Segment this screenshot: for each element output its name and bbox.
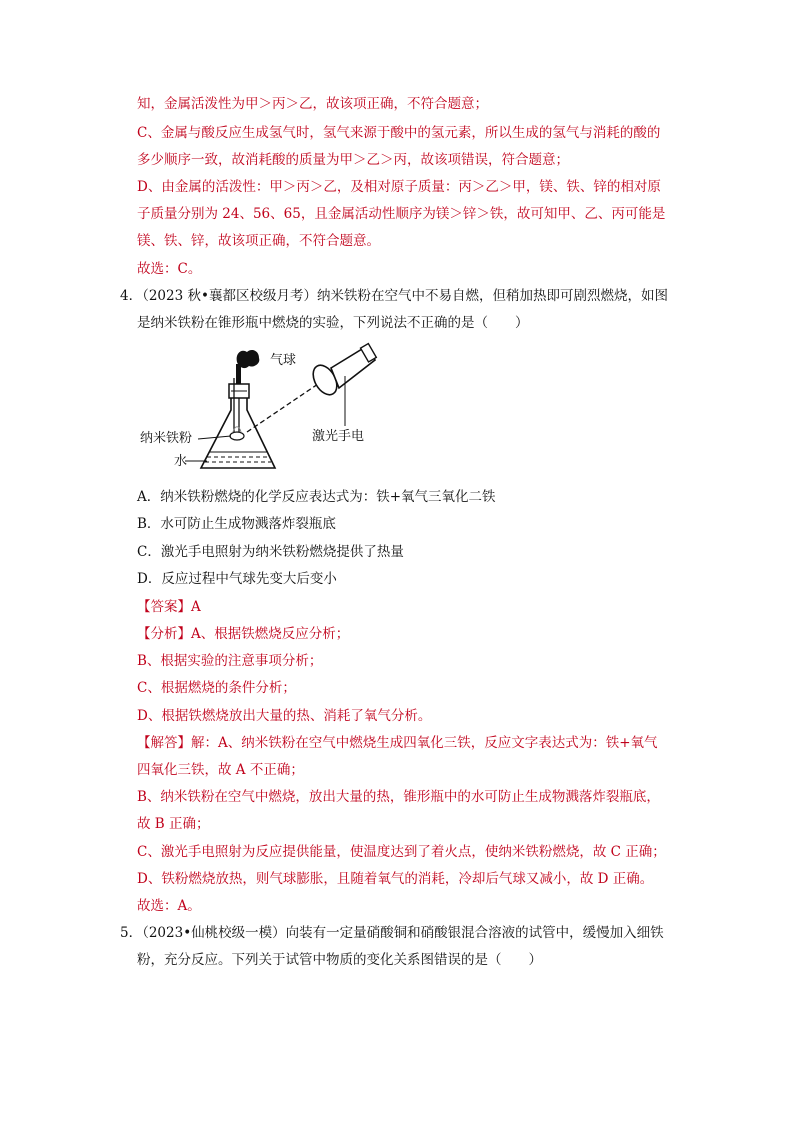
analysis-tag: 【分析】 [137,626,191,642]
prev-answer-choice: 故选：C。 [137,261,202,277]
water-layer [205,452,271,462]
q4-analysis-line-2: B、根据实验的注意事项分析； [137,653,323,669]
q5-stem-line-2: 粉，充分反应。下列关于试管中物质的变化关系图错误的是（ ） [137,952,542,968]
prev-solution-line-5: 子质量分别为 24、56、65，且金属活动性顺序为镁＞锌＞铁，故可知甲、乙、丙可能是 [137,206,666,222]
answer-value: A [191,599,201,615]
q4-solution-line-6: D、铁粉燃烧放热，则气球膨胀，且随着氧气的消耗，冷却后气球又减小，故 D 正确。 [137,871,654,887]
q4-analysis-line-4: D、根据铁燃烧放出大量的热、消耗了氧气分析。 [137,708,432,724]
q4-stem-line-2: 是纳米铁粉在锥形瓶中燃烧的实验，下列说法不正确的是（ ） [137,315,529,331]
analysis-text-a: A、根据铁燃烧反应分析； [191,626,350,642]
q4-analysis-line-1 [137,625,349,643]
q4-solution-line-2: 四氧化三铁，故 A 不正确； [137,762,304,778]
prev-solution-line-2: C、金属与酸反应生成氢气时，氢气来源于酸中的氢元素，所以生成的氢气与消耗的酸的 [137,125,661,141]
prev-solution-line-3: 多少顺序一致，故消耗酸的质量为甲＞乙＞丙，故该项错误，符合题意； [137,152,569,168]
q4-solution-line-5: C、激光手电照射为反应提供能量，使温度达到了着火点，使纳米铁粉燃烧，故 C 正确； [137,844,666,860]
q4-option-d: D．反应过程中气球先变大后变小 [137,571,337,587]
laser-beam [247,382,321,432]
prev-solution-line-1: 知，金属活泼性为甲＞丙＞乙，故该项正确，不符合题意； [137,96,488,112]
q4-stem-line-1: 4．（2023 秋•襄都区校级月考）纳米铁粉在空气中不易自燃，但稍加热即可剧烈燃烧，如图 [120,288,668,304]
laser-flashlight-icon [308,344,376,426]
prev-solution-line-4: D、由金属的活泼性：甲＞丙＞乙，及相对原子质量：丙＞乙＞甲，镁、铁、锌的相对原 [137,179,661,195]
q4-analysis-line-3: C、根据燃烧的条件分析； [137,680,296,696]
figure-label-laser-torch: 激光手电 [312,429,365,444]
figure-label-water: 水 [174,454,188,469]
q4-solution-line-3: B、纳米铁粉在空气中燃烧，放出大量的热，锥形瓶中的水可防止生成物溅落炸裂瓶底， [137,789,660,805]
solution-text-a: 解：A、纳米铁粉在空气中燃烧生成四氧化三铁，反应文字表达式为：铁+氧气 [191,735,658,751]
q4-solution-line-4: 故 B 正确； [137,816,210,832]
q4-option-c: C．激光手电照射为纳米铁粉燃烧提供了热量 [137,544,404,560]
q4-option-b: B．水可防止生成物溅落炸裂瓶底 [137,516,336,532]
q4-answer [137,598,201,616]
q4-option-a: A．纳米铁粉燃烧的化学反应表达式为：铁+氧气三氧化二铁 [137,489,496,505]
solution-tag: 【解答】 [137,735,191,751]
answer-tag: 【答案】 [137,599,191,615]
figure-label-balloon: 气球 [270,353,297,368]
figure-label-iron-powder: 纳米铁粉 [140,431,193,446]
q4-solution-choice: 故选：A。 [137,898,201,914]
powder-spoon-icon [230,432,244,440]
balloon-icon [236,350,259,384]
prev-solution-line-6: 镁、铁、锌，故该项正确，不符合题意。 [137,233,380,249]
q4-solution-line-1 [137,734,658,752]
q5-stem-line-1: 5．（2023•仙桃校级一模）向装有一定量硝酸铜和硝酸银混合溶液的试管中，缓慢加入细铁 [120,925,664,941]
